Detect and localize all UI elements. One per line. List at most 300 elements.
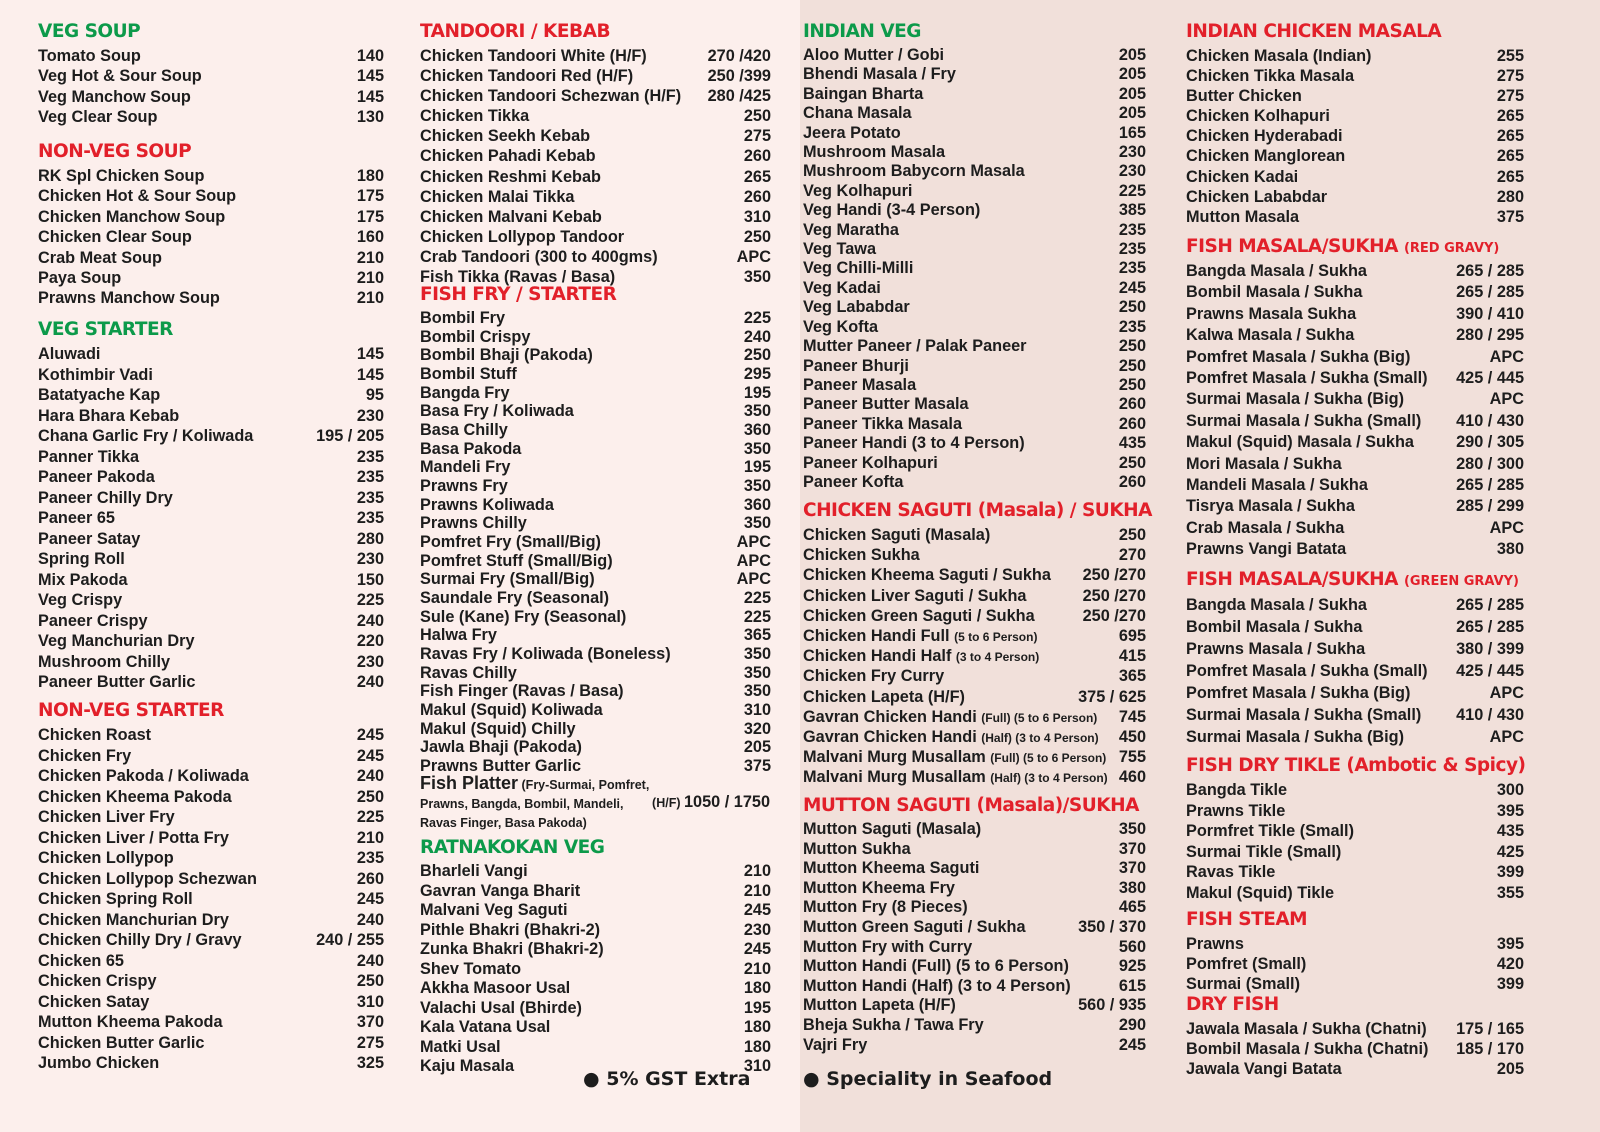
menu-item [1186,66,1524,86]
item-name: Kaju Masala [420,1057,515,1075]
item-name: Ravas Fry / Koliwada (Boneless) [420,645,671,664]
item-name: Fish Finger (Ravas / Basa) [420,682,624,701]
item-price: 265 [1496,127,1524,146]
item-label [38,746,131,767]
item-name: Pomfret Stuff (Small/Big) [420,551,613,570]
item-label [38,365,153,386]
item-price: 150 [356,570,384,589]
item-name: Malvani Murg Musallam [803,748,986,767]
item-name: Tisrya Masala / Sukha [1186,497,1355,516]
menu-item [38,207,384,227]
item-label [420,1018,550,1038]
item-name: Veg Manchow Soup [38,87,191,106]
item-label [1186,726,1404,748]
item-label [1186,454,1342,475]
item-price: 370 [1118,839,1146,858]
item-label [38,488,173,509]
item-label [1186,883,1334,904]
item-label [803,879,955,899]
item-name: Prawns Vangi Batata [1186,540,1347,559]
item-label [38,971,157,992]
item-price: 310 [743,701,771,720]
item-price: 460 [1118,768,1146,787]
item-name: Makul (Squid) Tikle [1186,883,1335,902]
item-price: 425 [1496,842,1524,861]
item-price: 210 [356,828,384,847]
menu-item [803,298,1146,317]
section-subtitle: (RED GRAVY) [1403,241,1500,256]
item-price: 365 [743,626,771,645]
item-name: Chicken Liver Fry [38,808,175,826]
item-price: 180 [743,1018,771,1036]
item-price: 350 [743,268,771,287]
item-price: 360 [743,421,771,440]
menu-item [1186,389,1524,410]
item-name: Ravas Chilly [420,663,517,682]
item-label [803,1016,984,1036]
item-name: Veg Kolhapuri [803,181,913,200]
item-name: Chicken Pahadi Kebab [420,147,596,166]
menu-item [803,104,1146,123]
item-price: 375 / 625 [1078,687,1146,706]
menu-item [803,747,1146,767]
item-label [420,862,528,882]
item-name: Pomfret Masala / Sukha (Big) [1186,684,1411,702]
item-label [38,1033,204,1054]
menu-item [1186,187,1524,207]
item-label [803,687,965,707]
menu-item [803,938,1146,958]
item-label [38,828,229,849]
item-price: 255 [1496,47,1524,65]
item-name: Jeera Potato [803,123,901,142]
menu-section [420,20,771,287]
item-name: Paneer Satay [38,529,141,548]
item-price: 265 / 285 [1456,475,1524,494]
menu-item [1186,207,1524,227]
section-heading [38,20,384,46]
menu-section [420,283,771,776]
item-label [420,227,624,247]
item-name: Batatyache Kap [38,386,161,404]
menu-item [803,357,1146,376]
item-name: Mutton Sukha [803,839,911,858]
menu-item [803,606,1146,626]
menu-section [1186,908,1524,995]
item-name: Chicken Masala (Indian) [1186,47,1372,65]
item-label [420,309,505,328]
menu-item [38,570,384,591]
menu-item [803,879,1146,899]
menu-item [420,1038,771,1058]
item-price: 235 [1118,240,1146,259]
menu-section [1186,993,1524,1079]
item-name: Bombil Masala / Sukha [1186,283,1363,302]
item-price: 270 /420 [707,47,771,65]
item-price: 350 [743,682,771,701]
item-label [38,807,175,828]
item-name: Chicken Manchow Soup [38,207,226,226]
item-label [1186,411,1421,432]
item-price: 260 [1118,472,1146,491]
item-label [803,938,972,958]
item-name: Paneer Tikka Masala [803,414,962,433]
item-label [803,840,911,860]
item-name: Chana Garlic Fry / Koliwada [38,427,254,445]
item-price: 130 [356,107,384,126]
item-name: Paneer 65 [38,509,115,527]
item-price: 205 [743,738,771,757]
item-name: Makul (Squid) Chilly [420,719,576,738]
item-note: (Half) (3 to 4 Person) [990,771,1108,786]
item-name: Mutton Handi (Half) (3 to 4 Person) [803,976,1071,995]
menu-item [803,918,1146,938]
item-name: Mandeli Masala / Sukha [1186,475,1368,494]
item-label [420,440,521,459]
item-label [1186,66,1354,86]
item-price: 235 [356,509,384,527]
item-label [803,46,944,65]
item-name: Surmai Fry (Small/Big) [420,570,595,589]
item-label [420,626,497,645]
menu-item [420,227,771,247]
menu-item [803,977,1146,997]
item-name: Bangda Tikle [1186,781,1288,799]
item-name: Veg Kofta [803,317,879,336]
item-price: 285 / 299 [1456,497,1524,516]
item-price: 300 [1496,781,1524,799]
item-name: Mutton Saguti (Masala) [803,820,982,838]
item-name: Bombil Crispy [420,327,531,346]
menu-item [420,496,771,515]
item-name: Sule (Kane) Fry (Seasonal) [420,607,627,626]
item-price: 695 [1118,626,1146,645]
menu-item [420,979,771,999]
item-price: 395 [1496,935,1524,953]
item-price: 355 [1496,883,1524,902]
item-name: Chicken Malai Tikka [420,187,575,206]
menu-item [1186,682,1524,704]
item-label [38,107,157,127]
item-name: Bombil Stuff [420,365,517,384]
item-price: 145 [356,365,384,384]
item-price: 175 [356,207,384,226]
menu-item [803,707,1146,727]
item-label [38,766,249,787]
menu-item [420,664,771,683]
menu-item [38,365,384,386]
item-name: Gavran Chicken Handi [803,707,977,726]
item-price: 250 [1118,526,1146,544]
item-price: 370 [356,1013,384,1031]
menu-item [803,1036,1146,1056]
item-price: 205 [1118,84,1146,103]
item-label [38,344,100,365]
item-name: Chicken Kolhapuri [1186,107,1330,126]
speciality-text: Speciality in Seafood [826,1068,1053,1090]
item-label [420,421,508,440]
item-price: 195 [743,458,771,477]
item-name: Paneer Chilly Dry [38,488,173,507]
item-name: Halwa Fry [420,626,497,645]
menu-item [1186,660,1524,682]
item-price: 560 [1118,937,1146,956]
item-label [1186,1039,1428,1059]
item-name: Crab Masala / Sukha [1186,518,1345,537]
item-label [1186,594,1367,616]
item-price: 295 [743,365,771,384]
item-label [38,869,257,890]
item-name: Matki Usal [420,1037,501,1056]
section-heading [1186,235,1524,261]
item-name: Tomato Soup [38,47,141,65]
item-name: Mutton Masala [1186,207,1300,226]
section-heading [803,20,1146,46]
menu-item [420,384,771,403]
menu-item [38,549,384,570]
item-label [803,707,1097,727]
item-label [38,549,125,570]
menu-item [1186,1039,1524,1059]
item-name: Mushroom Masala [803,143,946,162]
item-label [1186,518,1344,539]
menu-item [420,477,771,496]
item-price: 250 [743,107,771,126]
menu-item [38,725,384,746]
menu-item [803,376,1146,395]
item-name: Chicken Tandoori Red (H/F) [420,67,634,86]
section-heading [38,140,384,166]
item-price: 310 [743,207,771,226]
item-label [803,727,1099,747]
item-name: Panner Tikka [38,447,140,466]
menu-item [803,415,1146,434]
item-name: Chicken Lababdar [1186,187,1328,206]
item-label [1186,934,1244,954]
item-price: 415 [1118,647,1146,666]
item-price: 240 [356,673,384,691]
menu-item [38,787,384,808]
item-price: 250 [1118,375,1146,394]
item-name: Bombil Masala / Sukha (Chatni) [1186,1040,1429,1058]
item-name: Chicken Kheema Pakoda [38,787,232,806]
item-label [38,951,124,972]
item-name: Veg Chilli-Milli [803,259,914,278]
item-price: 225 [356,808,384,826]
item-label [38,910,229,931]
menu-item [1186,282,1524,303]
item-name: Surmai Masala / Sukha (Small) [1186,706,1422,724]
item-name: Zunka Bhakri (Bhakri-2) [420,940,604,958]
item-label [1186,974,1300,994]
item-price: 260 [743,147,771,166]
item-label [1186,780,1287,801]
menu-section [1186,20,1524,227]
menu-item [1186,304,1524,325]
item-price: 265 / 285 [1456,596,1524,614]
menu-section [1186,568,1524,748]
menu-item [803,820,1146,840]
item-price: APC [1489,390,1524,409]
menu-item [420,514,771,533]
menu-item [38,288,384,308]
menu-item [38,889,384,910]
item-name: Paneer Bhurji [803,356,909,375]
item-name: Valachi Usal (Bhirde) [420,998,582,1017]
item-price: 260 [1118,414,1146,433]
item-name: Chicken Tandoori White (H/F) [420,47,647,65]
item-label [420,496,554,515]
item-name: Veg Kadai [803,278,881,297]
fish-platter-details: (Fry-Surmai, Pomfret, [521,778,650,792]
item-label [420,106,529,126]
item-label [1186,282,1362,303]
item-price: 210 [356,289,384,308]
item-price: 310 [743,1057,771,1075]
item-label [420,365,517,384]
menu-item [803,318,1146,337]
item-label [38,87,191,107]
menu-item [38,166,384,186]
item-price: 275 [1496,87,1524,106]
item-label [1186,1019,1427,1039]
item-price: 195 [743,383,771,402]
item-label [1186,126,1343,146]
item-label [38,66,202,86]
item-label [38,570,128,591]
item-name: Mushroom Babycorn Masala [803,162,1025,181]
menu-section [803,499,1152,787]
fish-platter-details: Ravas Finger, Basa Pakoda) [420,816,587,830]
item-name: Veg Clear Soup [38,107,158,126]
menu-item [420,46,771,66]
item-price: 755 [1118,748,1146,767]
menu-item [38,807,384,828]
menu-item [420,86,771,106]
menu-item [38,992,384,1013]
menu-item [1186,862,1524,883]
item-price: 180 [356,167,384,185]
item-price: 230 [1118,162,1146,181]
menu-item [38,848,384,869]
section-heading [1186,754,1524,780]
item-name: Vajri Fry [803,1035,868,1054]
item-label [420,999,582,1019]
item-name: Surmai Masala / Sukha (Small) [1186,411,1422,430]
item-label [420,738,582,757]
item-price: 175 / 165 [1456,1020,1524,1038]
item-price: 225 [743,589,771,608]
menu-item [1186,261,1524,282]
item-price: 410 / 430 [1456,411,1524,430]
item-price: 195 [743,998,771,1017]
item-price: 230 [1118,143,1146,162]
menu-item [38,508,384,529]
item-name: Kalwa Masala / Sukha [1186,326,1355,345]
item-price: 250 [1118,337,1146,356]
item-label [420,533,601,552]
menu-item [420,440,771,459]
item-label [38,288,220,308]
item-label [803,65,956,84]
item-name: Jumbo Chicken [38,1054,160,1072]
menu-item [420,402,771,421]
section-heading [1186,993,1524,1019]
item-price: 290 [1118,1015,1146,1034]
item-label [38,447,139,468]
item-label [38,992,149,1013]
item-label [1186,660,1428,682]
item-label [803,586,1026,606]
item-name: Spring Roll [38,550,125,568]
fish-platter-details: Prawns, Bangda, Bombil, Mandeli, [420,797,624,811]
item-name: Saundale Fry (Seasonal) [420,589,610,608]
item-label [803,996,956,1016]
section-title: MUTTON SAGUTI (Masala)/SUKHA [803,795,1139,816]
menu-item [1186,86,1524,106]
item-name: Shev Tomato [420,959,522,978]
item-price: 240 [356,611,384,630]
menu-item [803,840,1146,860]
item-label [803,279,881,298]
item-name: Paneer Handi (3 to 4 Person) [803,434,1025,453]
menu-item [420,187,771,207]
item-name: Pormfret Tikle (Small) [1186,822,1354,841]
item-name: Chicken Hyderabadi [1186,127,1343,146]
item-price: 245 [356,726,384,744]
item-price: 250 /270 [1082,606,1146,625]
fish-platter-name: Fish Platter [420,773,519,793]
item-label [38,672,195,693]
item-name: Basa Pakoda [420,439,522,458]
item-label [1186,616,1362,638]
item-price: 370 [1118,859,1146,878]
item-name: Malvani Veg Saguti [420,901,568,919]
item-name: Gavran Chicken Handi [803,727,977,746]
item-price: 280 / 295 [1456,326,1524,345]
menu-item [1186,518,1524,539]
item-name: Chicken Fry Curry [803,667,945,686]
item-note: (3 to 4 Person) [955,650,1040,665]
item-name: Surmai Tikle (Small) [1186,842,1342,861]
item-label [803,415,962,434]
item-name: Paneer Butter Masala [803,395,969,414]
menu-item [803,143,1146,162]
item-price: 240 [356,910,384,929]
item-name: Chicken Crispy [38,972,157,990]
item-price: 375 [1496,207,1524,226]
item-label [38,787,232,808]
item-name: Kala Vatana Usal [420,1018,551,1036]
item-price: 250 [356,972,384,990]
fish-platter-price: 1050 / 1750 [683,793,770,811]
item-price: 95 [365,386,384,404]
item-name: Chicken Tandoori Schezwan (H/F) [420,87,682,106]
menu-item [420,682,771,701]
menu-item [38,268,384,288]
item-name: Chicken Green Saguti / Sukha [803,606,1035,625]
item-name: Mushroom Chilly [38,652,171,671]
item-name: Chicken Kadai [1186,167,1299,186]
item-label [1186,86,1302,106]
item-name: Prawns Chilly [420,514,527,533]
menu-item [38,186,384,206]
item-note: (Half) (3 to 4 Person) [981,730,1099,745]
menu-item [420,940,771,960]
menu-item [1186,539,1524,560]
item-name: Baingan Bharta [803,84,924,103]
section-heading [38,699,384,725]
